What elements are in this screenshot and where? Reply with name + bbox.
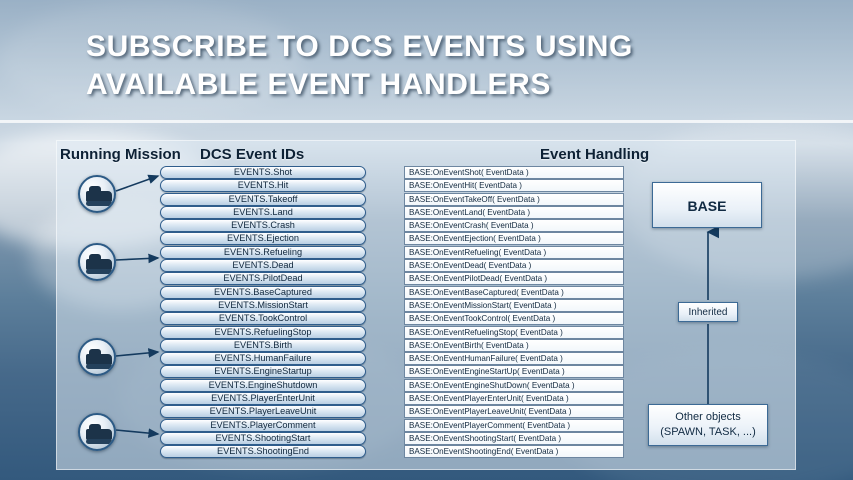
vehicle-glyph <box>86 429 112 440</box>
event-id-pill: EVENTS.TookControl <box>160 312 366 325</box>
event-id-pill: EVENTS.Shot <box>160 166 366 179</box>
event-handler-row: BASE:OnEventBirth( EventData ) <box>404 339 624 352</box>
mission-unit-icon-2 <box>78 243 116 281</box>
event-handler-row: BASE:OnEventShot( EventData ) <box>404 166 624 179</box>
event-handler-row: BASE:OnEventTookControl( EventData ) <box>404 312 624 325</box>
event-handler-row: BASE:OnEventHumanFailure( EventData ) <box>404 352 624 365</box>
event-handler-row: BASE:OnEventRefuelingStop( EventData ) <box>404 326 624 339</box>
event-id-pill: EVENTS.Dead <box>160 259 366 272</box>
event-handler-row: BASE:OnEventShootingEnd( EventData ) <box>404 445 624 458</box>
mission-unit-icon-3 <box>78 338 116 376</box>
event-handler-row: BASE:OnEventPlayerEnterUnit( EventData ) <box>404 392 624 405</box>
event-id-pill: EVENTS.Takeoff <box>160 193 366 206</box>
event-handler-row: BASE:OnEventPilotDead( EventData ) <box>404 272 624 285</box>
other-objects-line-2: (SPAWN, TASK, ...) <box>660 426 756 438</box>
event-id-pill: EVENTS.Refueling <box>160 246 366 259</box>
event-id-pill: EVENTS.MissionStart <box>160 299 366 312</box>
vehicle-glyph <box>86 191 112 202</box>
title-band-divider <box>0 120 853 123</box>
event-id-pill: EVENTS.PilotDead <box>160 272 366 285</box>
column-header-event-ids: DCS Event IDs <box>200 146 305 163</box>
base-class-box: BASE <box>652 182 762 228</box>
event-id-pill: EVENTS.RefuelingStop <box>160 326 366 339</box>
event-handler-row: BASE:OnEventRefueling( EventData ) <box>404 246 624 259</box>
event-id-pill: EVENTS.PlayerComment <box>160 419 366 432</box>
event-id-pill: EVENTS.ShootingEnd <box>160 445 366 458</box>
event-handler-row: BASE:OnEventEjection( EventData ) <box>404 232 624 245</box>
event-id-list <box>160 166 366 459</box>
event-handler-row: BASE:OnEventDead( EventData ) <box>404 259 624 272</box>
event-id-pill: EVENTS.EngineStartup <box>160 365 366 378</box>
event-handler-row: BASE:OnEventHit( EventData ) <box>404 179 624 192</box>
column-header-mission: Running Mission <box>60 146 181 163</box>
event-handler-row: BASE:OnEventLand( EventData ) <box>404 206 624 219</box>
page-title: SUBSCRIBE TO DCS EVENTS USING AVAILABLE EVENT HANDLERS <box>86 30 633 101</box>
event-id-pill: EVENTS.BaseCaptured <box>160 286 366 299</box>
vehicle-glyph <box>86 354 112 365</box>
event-handler-row: BASE:OnEventTakeOff( EventData ) <box>404 193 624 206</box>
other-objects-box <box>648 404 768 446</box>
vehicle-glyph <box>86 259 112 270</box>
event-id-pill: EVENTS.PlayerLeaveUnit <box>160 405 366 418</box>
event-handler-row: BASE:OnEventCrash( EventData ) <box>404 219 624 232</box>
event-id-pill: EVENTS.ShootingStart <box>160 432 366 445</box>
other-objects-line-1: Other objects <box>675 411 741 423</box>
event-handler-row: BASE:OnEventPlayerComment( EventData ) <box>404 419 624 432</box>
event-id-pill: EVENTS.EngineShutdown <box>160 379 366 392</box>
column-header-event-handling: Event Handling <box>540 146 650 163</box>
event-handler-row: BASE:OnEventPlayerLeaveUnit( EventData ) <box>404 405 624 418</box>
event-handler-list <box>404 166 624 459</box>
event-handler-row: BASE:OnEventMissionStart( EventData ) <box>404 299 624 312</box>
event-id-pill: EVENTS.Land <box>160 206 366 219</box>
event-id-pill: EVENTS.Crash <box>160 219 366 232</box>
event-handler-row: BASE:OnEventEngineStartUp( EventData ) <box>404 365 624 378</box>
mission-unit-icon-1 <box>78 175 116 213</box>
event-handler-row: BASE:OnEventShootingStart( EventData ) <box>404 432 624 445</box>
event-handler-row: BASE:OnEventEngineShutDown( EventData ) <box>404 379 624 392</box>
event-id-pill: EVENTS.PlayerEnterUnit <box>160 392 366 405</box>
event-id-pill: EVENTS.Birth <box>160 339 366 352</box>
event-id-pill: EVENTS.Hit <box>160 179 366 192</box>
event-handler-row: BASE:OnEventBaseCaptured( EventData ) <box>404 286 624 299</box>
inherited-label-box: Inherited <box>678 302 738 322</box>
event-id-pill: EVENTS.Ejection <box>160 232 366 245</box>
event-id-pill: EVENTS.HumanFailure <box>160 352 366 365</box>
mission-unit-icon-4 <box>78 413 116 451</box>
